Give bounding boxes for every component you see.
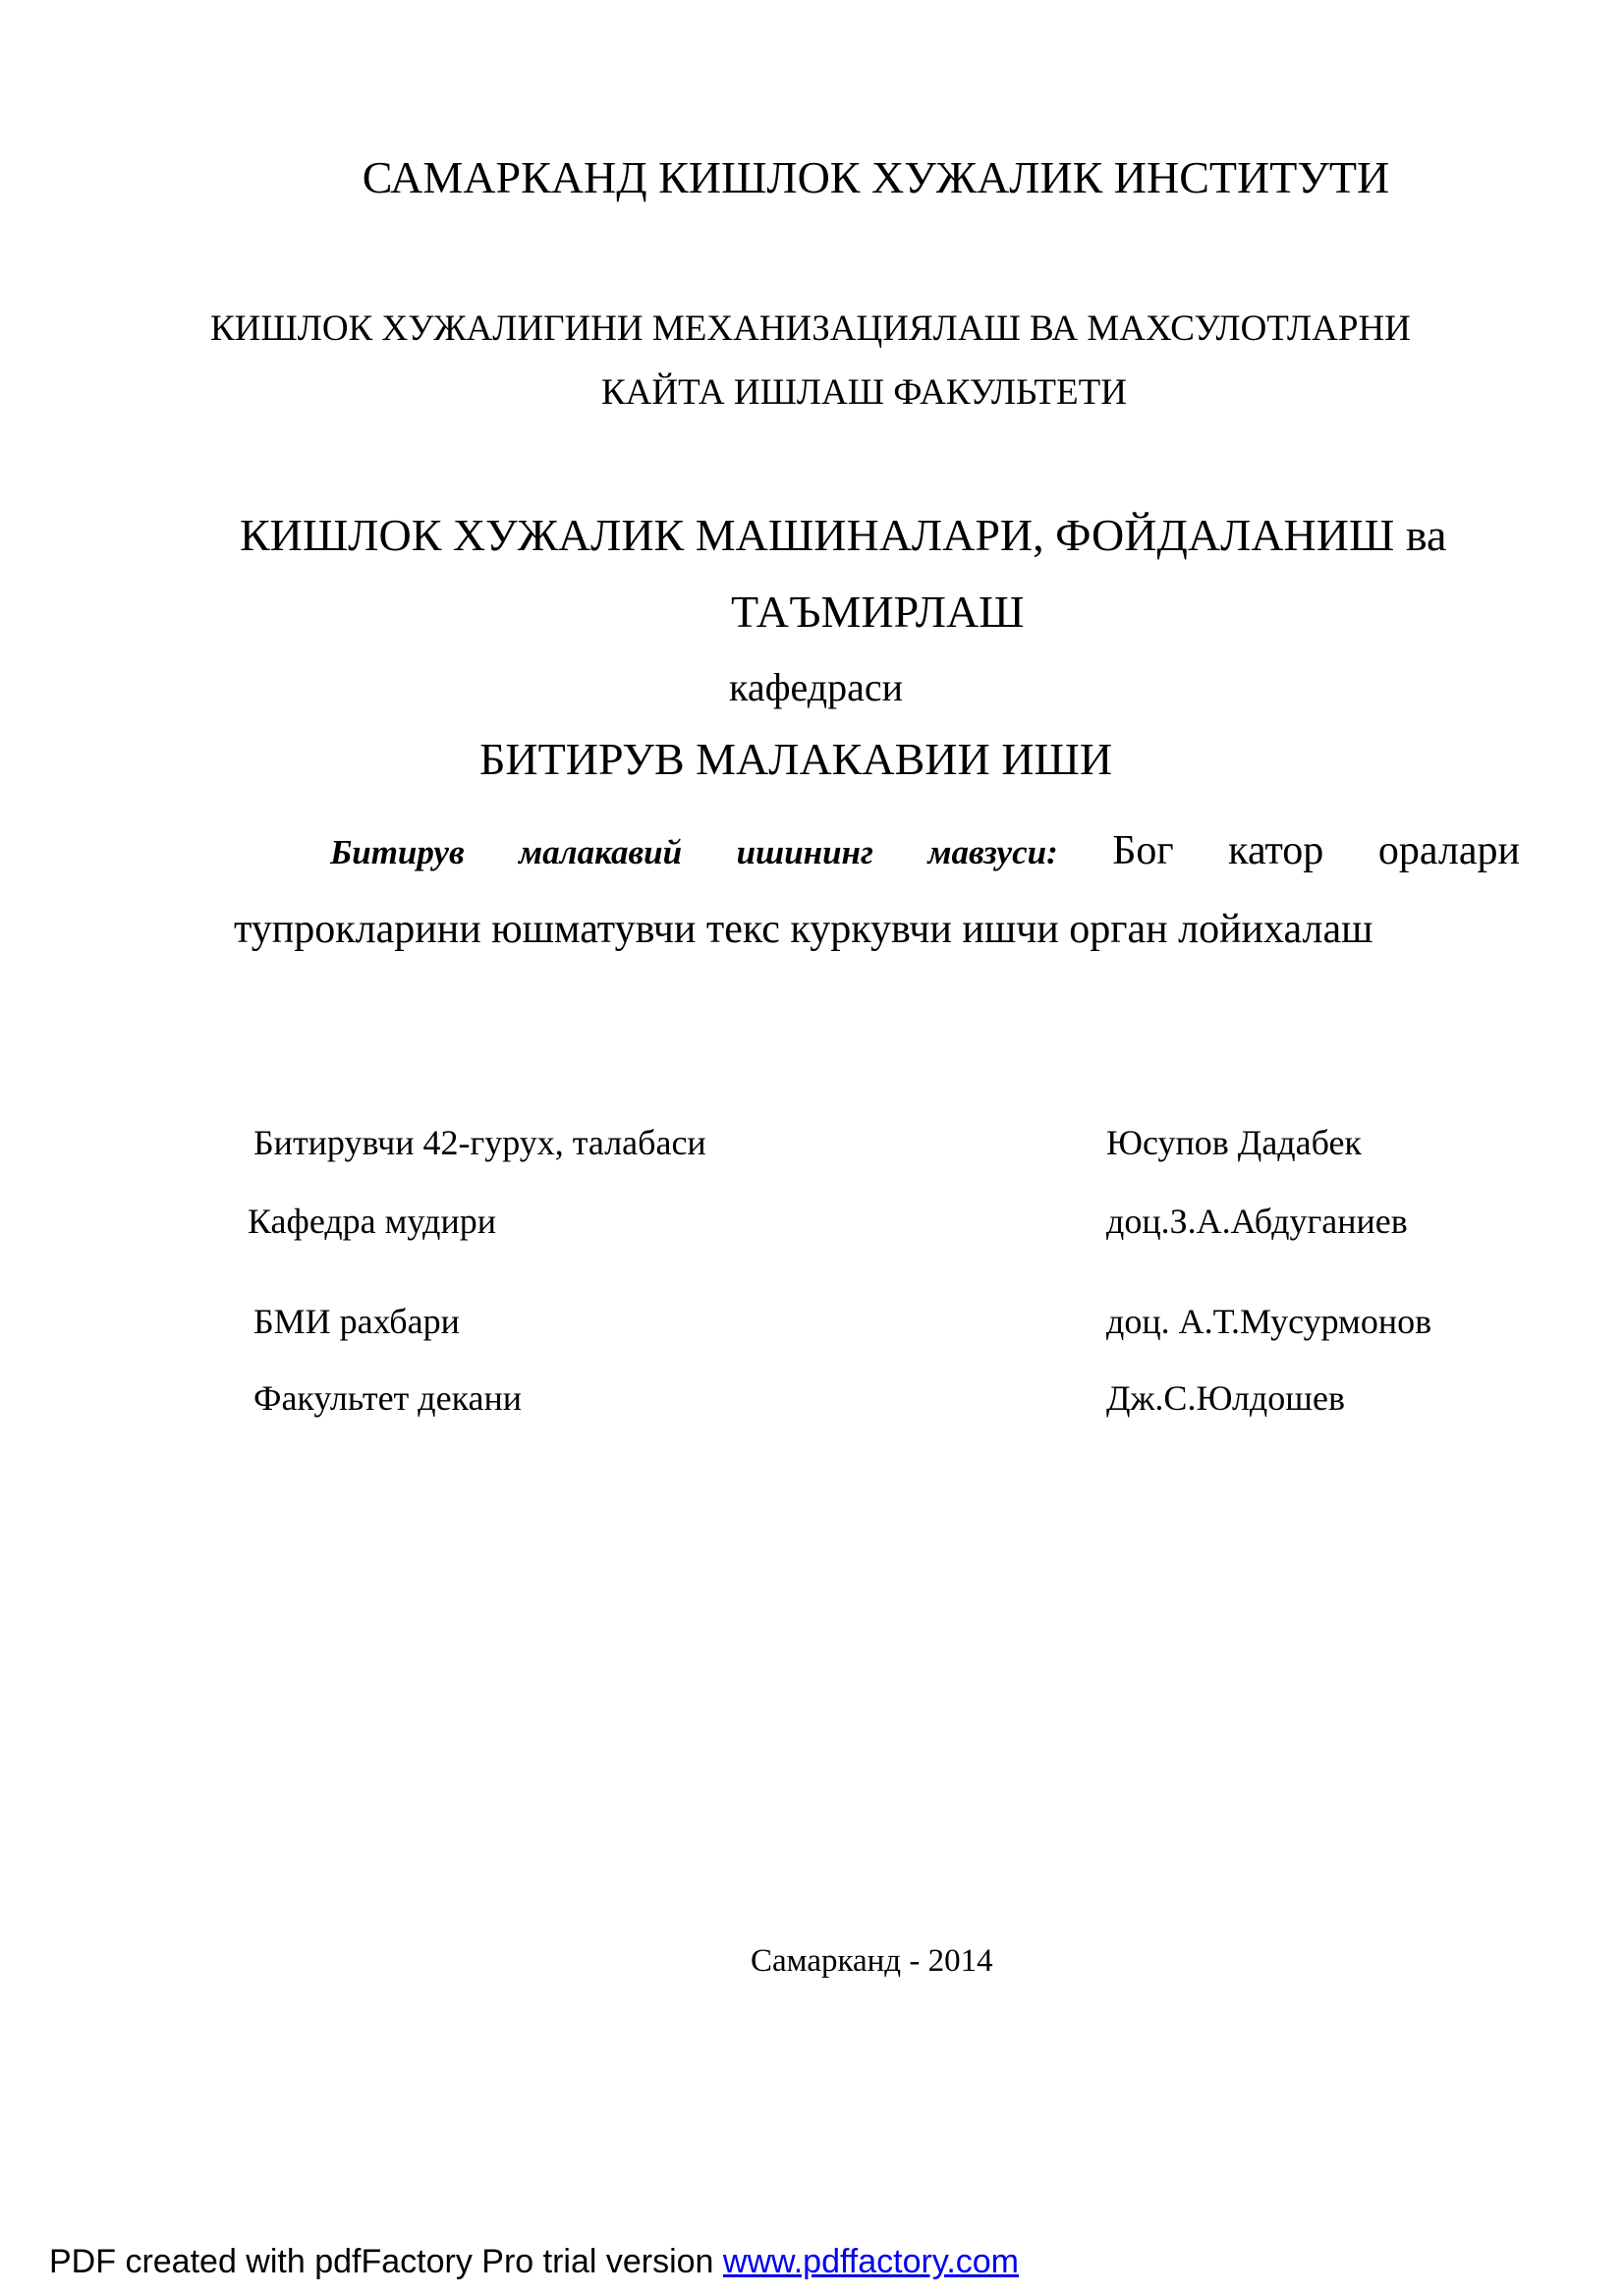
signature-name: доц.З.А.Абдуганиев <box>1106 1202 1408 1241</box>
institute-title: САМАРКАНД КИШЛОК ХУЖАЛИК ИНСТИТУТИ <box>362 152 1390 202</box>
department-name-line-1: КИШЛОК ХУЖАЛИК МАШИНАЛАРИ, ФОЙДАЛАНИШ ва <box>240 510 1447 560</box>
signature-role: Битирувчи 42-гурух, талабаси <box>253 1123 706 1162</box>
signature-name: Дж.С.Юлдошев <box>1106 1378 1345 1418</box>
signature-role: Кафедра мудири <box>248 1202 497 1241</box>
signature-role: Факультет декани <box>253 1378 523 1418</box>
topic-line-2: тупрокларини юшматувчи текс куркувчи ишчи орган лойихалаш <box>234 907 1373 952</box>
topic-label-word: ишининг <box>736 833 873 871</box>
footer-link[interactable]: www.pdffactory.com <box>722 2243 1019 2280</box>
work-type-title: БИТИРУВ МАЛАКАВИИ ИШИ <box>479 734 1113 784</box>
topic-line-1 <box>330 830 1520 871</box>
topic-label-word: мавзуси: <box>927 833 1058 871</box>
faculty-name-line-1: КИШЛОК ХУЖАЛИГИНИ МЕХАНИЗАЦИЯЛАШ ВА МАХСУЛОТЛАРНИ <box>210 308 1411 349</box>
faculty-name-line-2: КАЙТА ИШЛАШ ФАКУЛЬТЕТИ <box>601 372 1127 413</box>
signature-role: БМИ рахбари <box>253 1302 460 1341</box>
signature-name: Юсупов Дадабек <box>1106 1123 1362 1162</box>
topic-label-word: малакавий <box>519 833 683 871</box>
department-label: кафедраси <box>729 665 903 709</box>
topic-text-word: катор <box>1228 828 1324 873</box>
footer-text: PDF created with pdfFactory Pro trial version <box>49 2243 723 2280</box>
department-name-line-2: ТАЪМИРЛАШ <box>731 587 1025 637</box>
topic-text-word: Бог <box>1112 828 1174 873</box>
topic-text-word: оралари <box>1377 828 1520 873</box>
topic-label-word: Битирув <box>330 833 465 871</box>
place-and-year: Самарканд - 2014 <box>751 1943 993 1979</box>
signature-name: доц. А.Т.Мусурмонов <box>1106 1302 1432 1341</box>
pdf-footer <box>49 2245 1019 2278</box>
